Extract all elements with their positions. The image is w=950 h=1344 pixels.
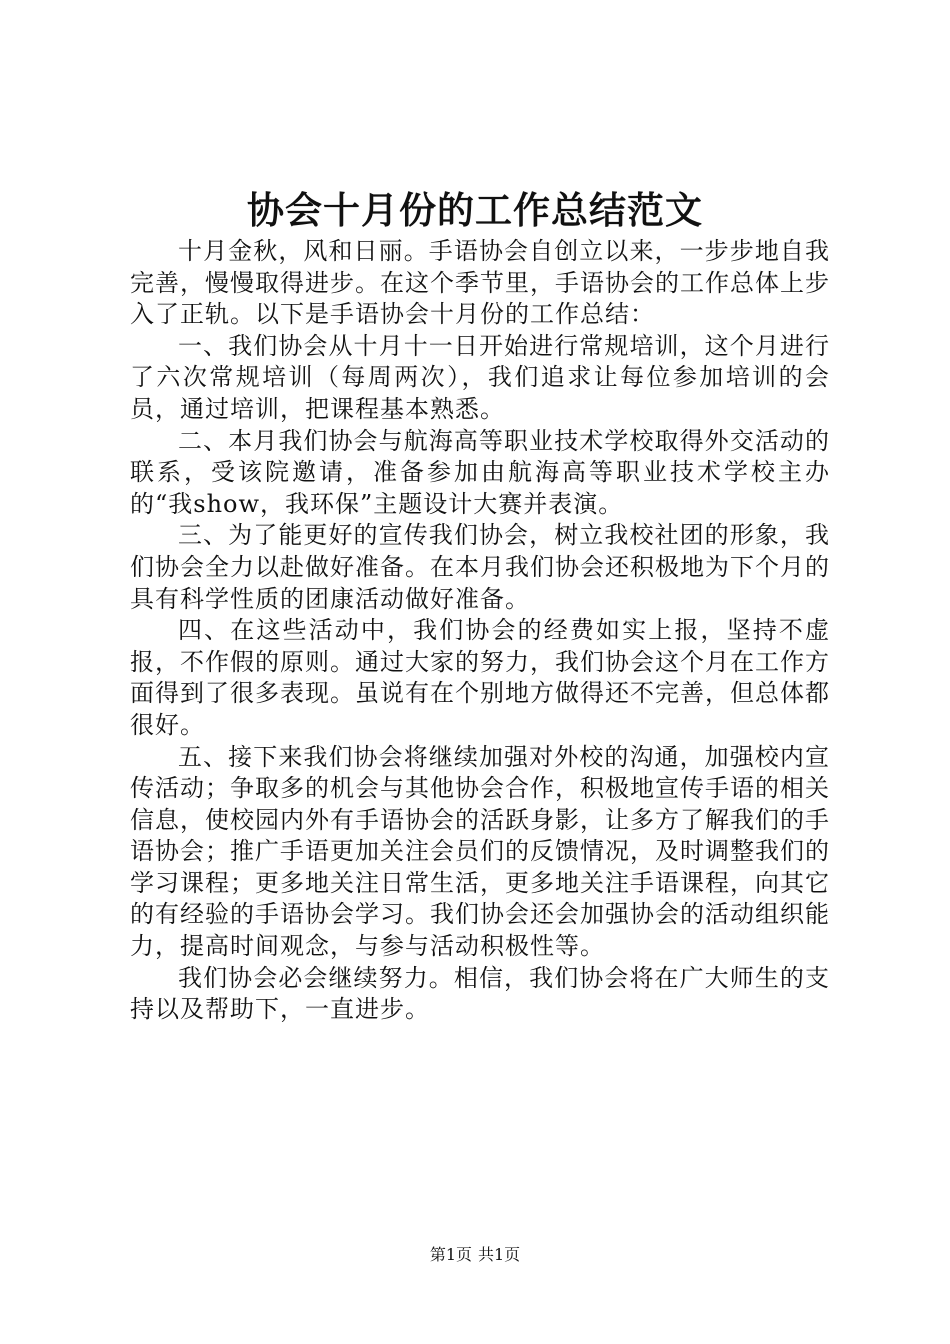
document-body [130, 236, 830, 1026]
paragraph-item-3: 三、为了能更好的宣传我们协会，树立我校社团的形象，我们协会全力以赴做好准备。在本月我们协会还积极地为下个月的具有科学性质的团康活动做好准备。 [130, 521, 830, 613]
page-total: 共1页 [478, 1245, 521, 1264]
paragraph-intro: 十月金秋，风和日丽。手语协会自创立以来，一步步地自我完善，慢慢取得进步。在这个季节里，手语协会的工作总体上步入了正轨。以下是手语协会十月份的工作总结： [130, 237, 830, 329]
paragraph-item-1: 一、我们协会从十月十一日开始进行常规培训，这个月进行了六次常规培训（每周两次），我们追求让每位参加培训的会员，通过培训，把课程基本熟悉。 [130, 331, 830, 423]
paragraph-item-5: 五、接下来我们协会将继续加强对外校的沟通，加强校内宣传活动；争取多的机会与其他协会合作，积极地宣传手语的相关信息，使校园内外有手语协会的活跃身影，让多方了解我们的手语协会；推广手语更加关注会员们的反馈情况，及时调整我们的学习课程；更多地关注日常生活，更多地关注手语课程，向其它的有经验的手语协会学习。我们协会还会加强协会的活动组织能力，提高时间观念，与参与活动积极性等。 [130, 742, 830, 961]
paragraph-item-4: 四、在这些活动中，我们协会的经费如实上报，坚持不虚报，不作假的原则。通过大家的努力，我们协会这个月在工作方面得到了很多表现。虽说有在个别地方做得还不完善，但总体都很好。 [130, 616, 830, 739]
paragraph-item-2: 二、本月我们协会与航海高等职业技术学校取得外交活动的联系，受该院邀请，准备参加由航海高等职业技术学校主办的“我show，我环保”主题设计大赛并表演。 [130, 426, 830, 518]
page-number: 第1页 [429, 1245, 472, 1264]
document-title: 协会十月份的工作总结范文 [247, 188, 703, 232]
paragraph-conclusion: 我们协会必会继续努力。相信，我们协会将在广大师生的支持以及帮助下，一直进步。 [130, 963, 830, 1024]
page-footer [0, 1244, 950, 1266]
